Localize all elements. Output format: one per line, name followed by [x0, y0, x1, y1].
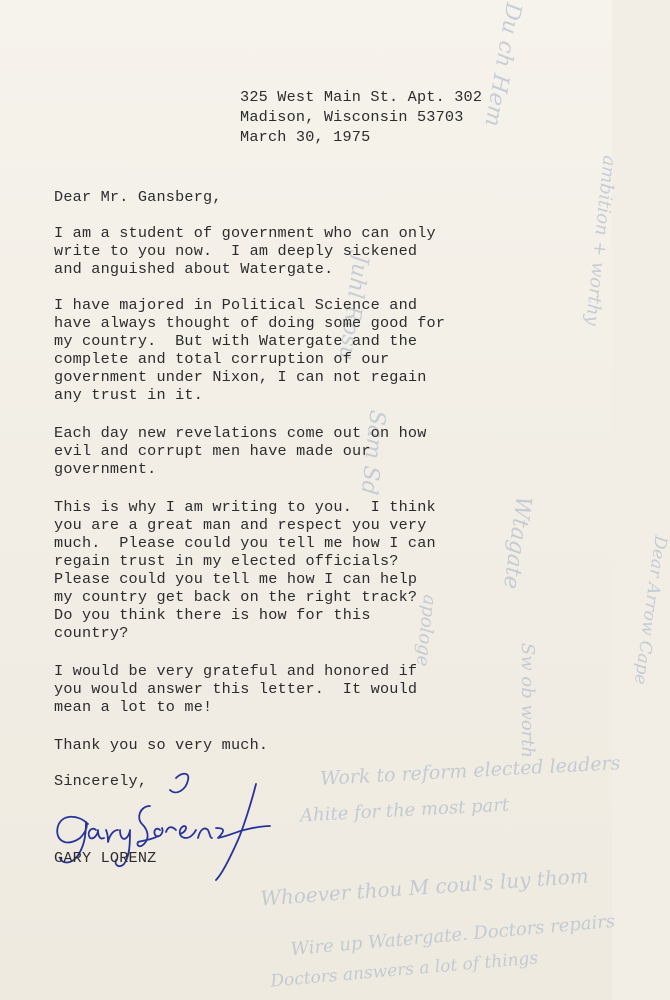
paragraph-line: any trust in it. — [54, 386, 204, 404]
paragraph-line: regain trust in my elected officials? — [54, 552, 399, 570]
sender-address-street: 325 West Main St. Apt. 302 — [240, 88, 483, 106]
letter-date: March 30, 1975 — [240, 128, 371, 146]
typed-signature-name: GARY LORENZ — [54, 849, 157, 867]
paragraph-line: Please could you tell me how I can help — [54, 570, 418, 588]
paragraph-line: have always thought of doing some good for — [54, 314, 446, 332]
paragraph-line: my country get back on the right track? — [54, 588, 418, 606]
paragraph-line: you would answer this letter. It would — [54, 680, 418, 698]
paragraph-line: evil and corrupt men have made our — [54, 442, 371, 460]
paragraph-line: and anguished about Watergate. — [54, 260, 334, 278]
paragraph-line: government under Nixon, I can not regain — [54, 368, 427, 386]
paragraph-line: complete and total corruption of our — [54, 350, 390, 368]
paragraph-line: you are a great man and respect you very — [54, 516, 427, 534]
paragraph-line: I would be very grateful and honored if — [54, 662, 418, 680]
paragraph-line: much. Please could you tell me how I can — [54, 534, 436, 552]
paragraph-line: I have majored in Political Science and — [54, 296, 418, 314]
paragraph-line: my country. But with Watergate and the — [54, 332, 418, 350]
letter-paper: Du ch Hem ambition + worthy Juhl Rosu Sam Sd Wtagate apologe Sw ob worth Work to reform elected leaders Ahite for the most part Whoever thou M coul's luy thom Wire up Watergate. Doctors repairs Doctors answers a lot of things Dear Arrow Cape 325 West Main St. Apt. 302 Madison, Wisconsin 53703 March 30, 1975 Dear Mr. Gansberg, I am a student of government who can only write to you now. I am deeply sickened and anguished about Watergate. I have majored in Political Science and have always thought of doing some good for my country. But with Watergate and the complete and total corruption of our government under Nixon, I can not regain any trust in it. Each day new revelations come out on how evil and corrupt men have made our government. This is why I am writing to you. I think you are a great man and respect you very much. Please could you tell me how I can regain trust in my elected officials? Please could you tell me how I can help my country get back on the right track? Do you think there is how for this country? I would be very grateful and honored if you would answer this letter. It would mean a lot to me! Thank you so very much. Sincerely, GARY LORENZ — [0, 0, 612, 1000]
paragraph-line: government. — [54, 460, 157, 478]
paragraph-line: Thank you so very much. — [54, 736, 269, 754]
closing: Sincerely, — [54, 772, 148, 790]
paragraph-line: mean a lot to me! — [54, 698, 213, 716]
salutation: Dear Mr. Gansberg, — [54, 188, 222, 206]
paragraph-line: This is why I am writing to you. I think — [54, 498, 436, 516]
paragraph-line: Each day new revelations come out on how — [54, 424, 427, 442]
sender-address-city: Madison, Wisconsin 53703 — [240, 108, 464, 126]
paragraph-line: country? — [54, 624, 129, 642]
paragraph-line: I am a student of government who can only — [54, 224, 436, 242]
paragraph-line: write to you now. I am deeply sickened — [54, 242, 418, 260]
paragraph-line: Do you think there is how for this — [54, 606, 371, 624]
